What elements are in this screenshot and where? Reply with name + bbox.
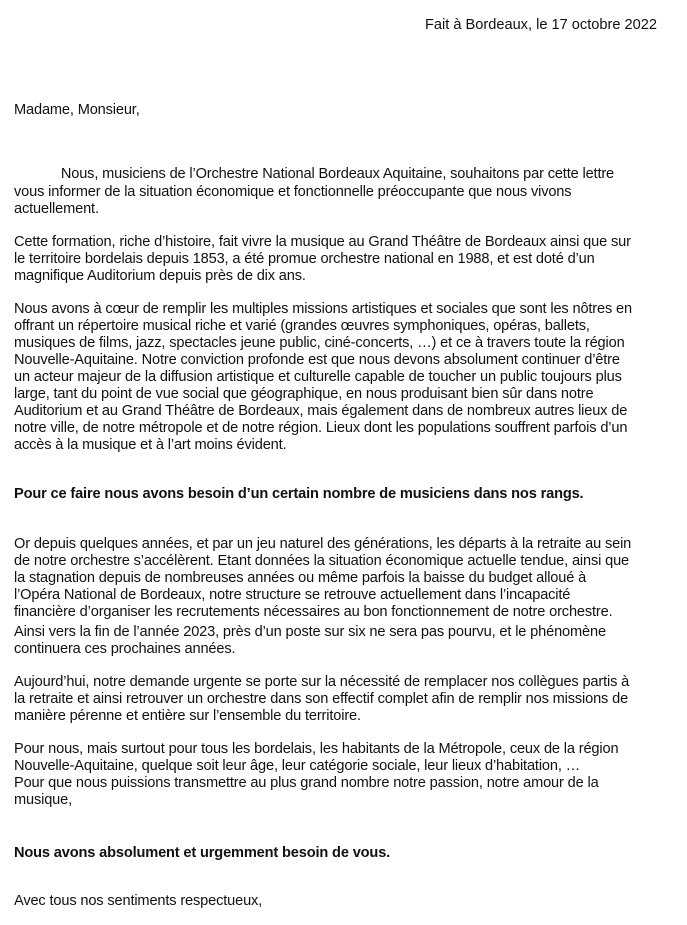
- bold-statement-need-you: Nous avons absolument et urgemment besoin de vous.: [14, 845, 391, 861]
- text-line: la retraite et ainsi retrouver un orchestre dans son effectif complet afin de remplir nos missions de: [14, 691, 629, 707]
- closing: Avec tous nos sentiments respectueux,: [14, 893, 263, 909]
- text-line: Pour nous, mais surtout pour tous les bordelais, les habitants de la Métropole, ceux de la région: [14, 741, 619, 757]
- text-line: accès à la musique et à l’art moins évident.: [14, 437, 287, 453]
- text-line: Nous, musiciens de l’Orchestre National Bordeaux Aquitaine, souhaitons par cette lettre: [14, 166, 615, 182]
- text-line: le territoire bordelais depuis 1853, a été promue orchestre national en 1988, et est doté d’un: [14, 251, 595, 267]
- text-line: Pour que nous puissions transmettre au plus grand nombre notre passion, notre amour de la: [14, 775, 599, 791]
- text-line: vous informer de la situation économique et fonctionnelle préoccupante que nous vivons: [14, 184, 572, 200]
- text-line: notre ville, de notre métropole et de notre région. Lieux dont les populations souffrent parfois d’un: [14, 420, 628, 436]
- text-line: Nouvelle-Aquitaine, quelque soit leur âge, leur catégorie sociale, leur lieux d’habitation, …: [14, 758, 581, 774]
- text-line: l’Opéra National de Bordeaux, notre structure se retrouve actuellement dans l’incapacité: [14, 587, 571, 603]
- text-line: manière pérenne et entière sur l’ensemble du territoire.: [14, 708, 361, 724]
- text-line: financière d’organiser les recrutements nécessaires au bon fonctionnement de notre orchestre.: [14, 604, 613, 620]
- text-line: Aujourd’hui, notre demande urgente se porte sur la nécessité de remplacer nos collègues partis à: [14, 674, 630, 690]
- text-line: la stagnation depuis de nombreuses années ou même parfois la baisse du budget alloué à: [14, 570, 587, 586]
- text-line: large, tant du point de vue social que géographique, en nous produisant bien sûr dans notre: [14, 386, 594, 402]
- text-line: musique,: [14, 792, 73, 808]
- text-line: un acteur majeur de la diffusion artistique et culturelle capable de toucher un public toujours plus: [14, 369, 622, 385]
- bold-statement-musicians: Pour ce faire nous avons besoin d’un certain nombre de musiciens dans nos rangs.: [14, 486, 584, 502]
- text-line: magnifique Auditorium depuis près de dix ans.: [14, 268, 306, 284]
- text-line: de notre orchestre s’accélèrent. Etant données la situation économique actuelle tendue, ainsi que: [14, 553, 630, 569]
- text-line: Ainsi vers la fin de l’année 2023, près d’un poste sur six ne sera pas pourvu, et le phénomène: [14, 624, 606, 640]
- text-line: Auditorium et au Grand Théâtre de Bordeaux, mais également dans de nombreux autres lieux de: [14, 403, 628, 419]
- text-line: musiques de films, jazz, spectacles jeune public, ciné-concerts, …) et ce à travers toute la région: [14, 335, 625, 351]
- date-line: Fait à Bordeaux, le 17 octobre 2022: [424, 17, 657, 33]
- text-line: Nouvelle-Aquitaine. Notre conviction profonde est que nous devons absolument continuer d’être: [14, 352, 620, 368]
- text-line: continuera ces prochaines années.: [14, 641, 236, 657]
- text-line: Or depuis quelques années, et par un jeu naturel des générations, les départs à la retraite au sein: [14, 536, 632, 552]
- text-line: actuellement.: [14, 201, 99, 217]
- salutation: Madame, Monsieur,: [14, 102, 140, 118]
- text-line: Cette formation, riche d’histoire, fait vivre la musique au Grand Théâtre de Bordeaux ainsi que sur: [14, 234, 631, 250]
- text-line: Nous avons à cœur de remplir les multiples missions artistiques et sociales que sont les nôtres en: [14, 301, 632, 317]
- text-line: offrant un répertoire musical riche et varié (grandes œuvres symphoniques, opéras, ballets,: [14, 318, 590, 334]
